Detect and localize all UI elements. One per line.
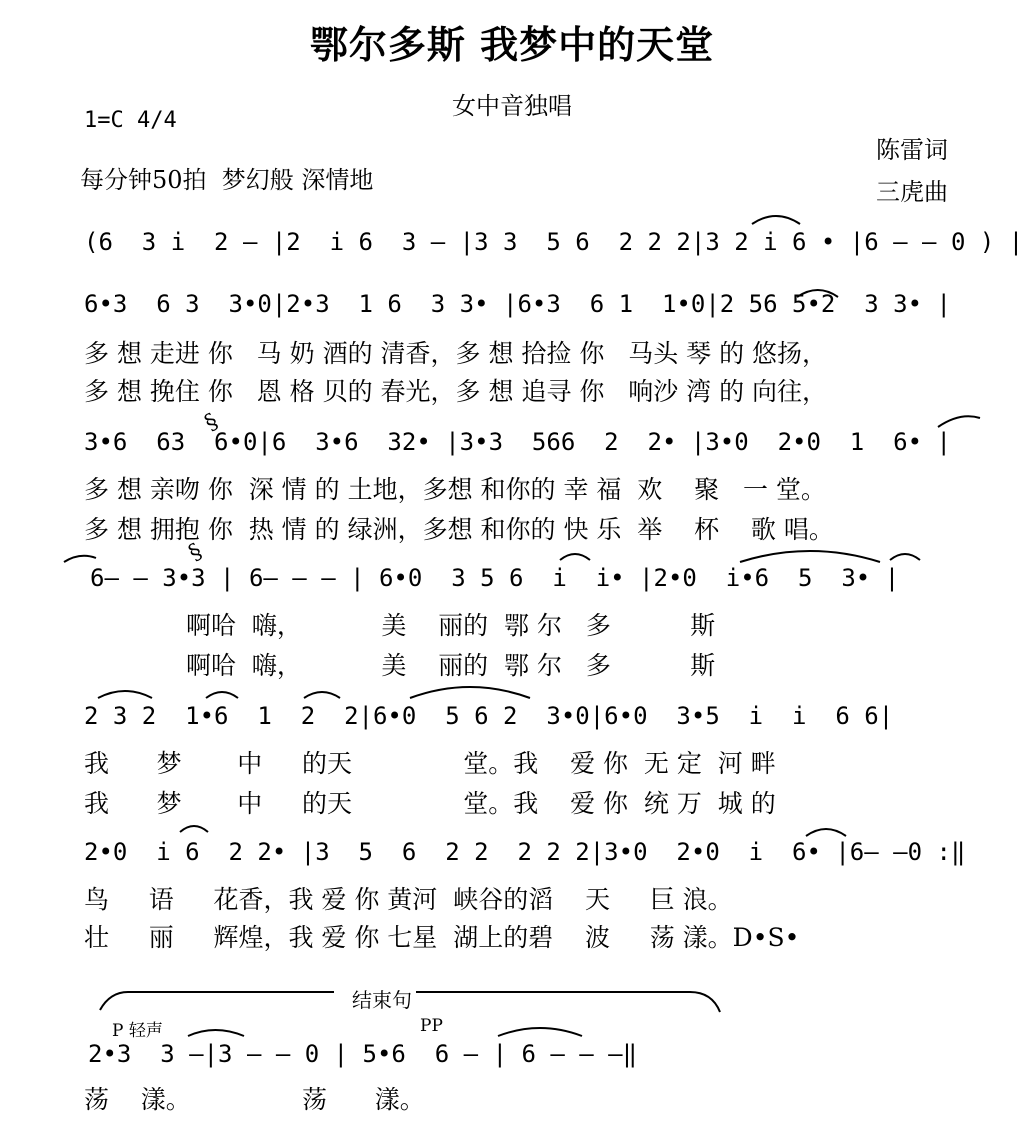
notation-line-1: (6 3 i 2 — |2 i 6 3 — |3 3 5 6 2 2 2|3 2 i 6 • |6 — — 0 ) | bbox=[84, 228, 1024, 256]
lyric-line: 多 想 拥抱 你 热 情 的 绿洲，多想 和你的 快 乐 举 杯 歌 唱。 bbox=[84, 515, 834, 544]
lyric-line: 鸟 语 花香，我 爱 你 黄河 峡谷的滔 天 巨 浪。 bbox=[84, 885, 733, 914]
slur-mark bbox=[98, 691, 152, 698]
lyric-line: 啊哈 嗨， 美 丽的 鄂 尔 多 斯 bbox=[186, 611, 716, 640]
song-title: 鄂尔多斯 我梦中的天堂 bbox=[309, 22, 715, 67]
slur-mark bbox=[806, 829, 846, 836]
dynamic-marking: P 轻声 bbox=[112, 1021, 163, 1041]
slur-mark bbox=[188, 1030, 244, 1036]
lyric-line: 啊哈 嗨， 美 丽的 鄂 尔 多 斯 bbox=[186, 651, 716, 680]
slur-mark bbox=[560, 554, 590, 560]
lyric-line: 多 想 亲吻 你 深 情 的 土地，多想 和你的 幸 福 欢 聚 一 堂。 bbox=[84, 475, 826, 504]
key-signature: 1=C 4/4 bbox=[84, 108, 177, 133]
segno-sign: § bbox=[200, 408, 223, 437]
slur-mark bbox=[938, 416, 980, 427]
notation-line-5: 2 3 2 1•6 1 2 2|6•0 5 6 2 3•0|6•0 3•5 i i 6 6| bbox=[84, 702, 894, 730]
segno-sign: § bbox=[184, 538, 207, 567]
slur-mark bbox=[64, 556, 96, 562]
coda-label: 结束句 bbox=[344, 984, 420, 1013]
coda-bracket-left bbox=[100, 992, 128, 1010]
slur-mark bbox=[180, 826, 208, 832]
lyricist-credit: 陈雷词 bbox=[876, 136, 948, 164]
slur-mark bbox=[206, 692, 238, 698]
coda-bracket-right bbox=[416, 992, 720, 1012]
composer-credit: 三虎曲 bbox=[876, 178, 948, 206]
notation-line-2: 6•3 6 3 3•0|2•3 1 6 3 3• |6•3 6 1 1•0|2 56 5•2 3 3• | bbox=[84, 290, 951, 318]
notation-line-6: 2•0 i 6 2 2• |3 5 6 2 2 2 2 2|3•0 2•0 i 6• |6— —0 :‖ bbox=[84, 838, 966, 866]
tempo-marking: 每分钟50拍 梦幻般 深情地 bbox=[80, 166, 374, 194]
lyric-line: 多 想 走进 你 马 奶 酒的 清香，多 想 拾捡 你 马头 琴 的 悠扬， bbox=[84, 339, 828, 368]
slur-mark bbox=[752, 216, 800, 224]
lyric-line: 壮 丽 辉煌，我 爱 你 七星 湖上的碧 波 荡 漾。D•S• bbox=[84, 923, 800, 952]
slur-mark bbox=[304, 692, 340, 698]
slur-mark bbox=[740, 551, 880, 562]
lyric-line: 我 梦 中 的天 堂。我 爱 你 统 万 城 的 bbox=[84, 789, 776, 818]
lyric-line: 我 梦 中 的天 堂。我 爱 你 无 定 河 畔 bbox=[84, 749, 776, 778]
coda-notation: 2•3 3 —|3 — — 0 | 5•6 6 — | 6 — — —‖ bbox=[88, 1040, 638, 1068]
slur-mark bbox=[498, 1028, 582, 1036]
slur-mark bbox=[890, 554, 920, 560]
lyric-line: 多 想 挽住 你 恩 格 贝的 春光，多 想 追寻 你 响沙 湾 的 向往， bbox=[84, 377, 828, 406]
slur-mark bbox=[797, 290, 838, 297]
coda-lyric: 荡 漾。 荡 漾。 bbox=[84, 1085, 425, 1114]
song-subtitle: 女中音独唱 bbox=[452, 92, 572, 120]
notation-line-3: 3•6 63 6•0|6 3•6 32• |3•3 566 2 2• |3•0 2•0 1 6• | bbox=[84, 428, 951, 456]
notation-line-4: 6— — 3•3 | 6— — — | 6•0 3 5 6 i i• |2•0 i•6 5 3• | bbox=[90, 564, 900, 592]
dynamic-marking: PP bbox=[420, 1016, 443, 1036]
slur-mark bbox=[410, 687, 530, 698]
